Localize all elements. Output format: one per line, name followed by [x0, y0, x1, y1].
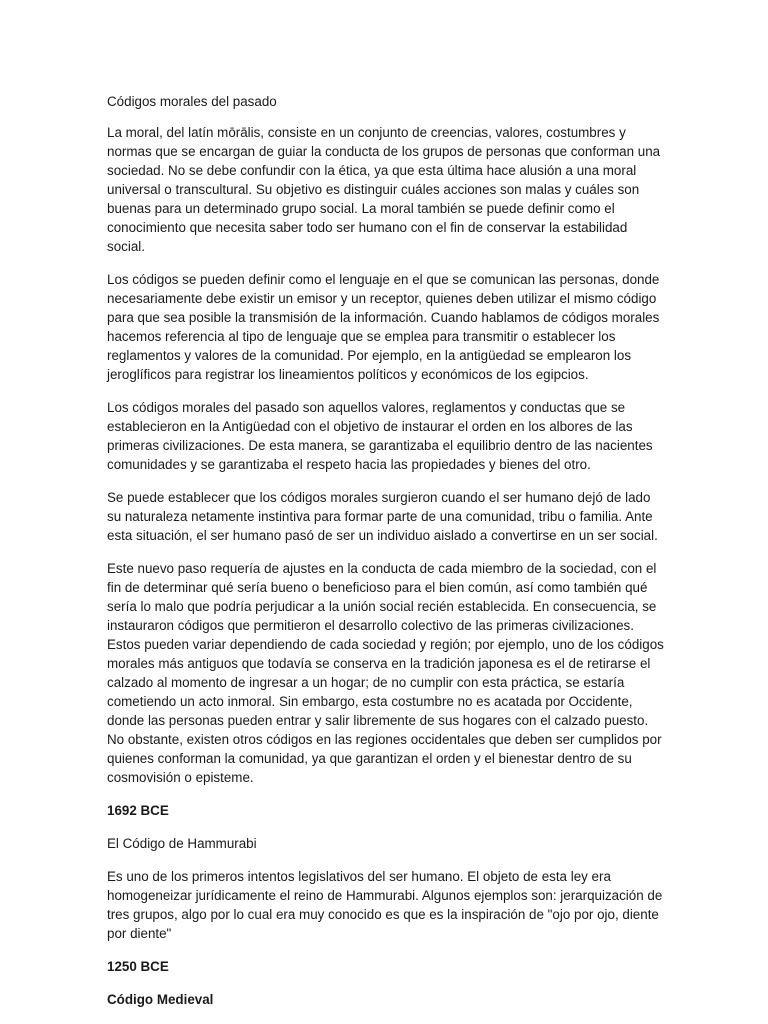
- section-title-medieval: Código Medieval: [107, 992, 214, 1007]
- paragraph-moral: La moral, del latín mōrālis, consiste en un conjunto de creencias, valores, costumbres y normas que se encargan de guiar la conducta de los grupos de personas que conforman una sociedad. No se debe confundir con la ética, ya que esta última hace alusión a una moral universal o transcultural. Su objetivo es distinguir cuáles acciones son malas y cuáles son buenas para un determinado grupo social. La moral también se puede definir como el conocimiento que necesita saber todo ser humano con el fin de conservar la estabilidad social.: [107, 125, 661, 254]
- document-page: [107, 92, 665, 1023]
- paragraph-surgimiento: Se puede establecer que los códigos morales surgieron cuando el ser humano dejó de lado su naturaleza netamente instintiva para formar parte de una comunidad, tribu o familia. Ante esta situación, el ser humano pasó de ser un individuo aislado a convertirse en un ser social.: [107, 490, 658, 543]
- paragraph-hammurabi: Es uno de los primeros intentos legislativos del ser humano. El objeto de esta ley era homogeneizar jurídicamente el reino de Hammurabi. Algunos ejemplos son: jerarquización de tres grupos, algo por lo cual era muy conocido es que es la inspiración de "ojo por ojo, diente por diente": [107, 869, 663, 941]
- year-heading-1250: 1250 BCE: [107, 959, 169, 974]
- section-title-hammurabi: El Código de Hammurabi: [107, 836, 257, 851]
- year-heading-1692: 1692 BCE: [107, 803, 169, 818]
- paragraph-codigos-morales: Los códigos morales del pasado son aquellos valores, reglamentos y conductas que se establecieron en la Antigüedad con el objetivo de instaurar el orden en los albores de las primeras civilizaciones. De esta manera, se garantizaba el equilibrio dentro de las nacientes comunidades y se garantizaba el respeto hacia las propiedades y bienes del otro.: [107, 400, 653, 472]
- paragraph-codigos: Los códigos se pueden definir como el lenguaje en el que se comunican las personas, donde necesariamente debe existir un emisor y un receptor, quienes deben utilizar el mismo código para que sea posible la transmisión de la información. Cuando hablamos de códigos morales hacemos referencia al tipo de lenguaje que se emplea para transmitir o establecer los reglamentos y valores de la comunidad. Por ejemplo, en la antigüedad se emplearon los jeroglíficos para registrar los lineamientos políticos y económicos de los egipcios.: [107, 272, 660, 382]
- document-title: Códigos morales del pasado: [107, 94, 277, 109]
- paragraph-nuevo-paso: Este nuevo paso requería de ajustes en la conducta de cada miembro de la sociedad, con el fin de determinar qué sería bueno o beneficioso para el bien común, así como también qué sería lo malo que podría perjudicar a la unión social recién establecida. En consecuencia, se instauraron códigos que permitieron el desarrollo colectivo de las primeras civilizaciones. Estos pueden variar dependiendo de cada sociedad y región; por ejemplo, uno de los códigos morales más antiguos que todavía se conserva en la tradición japonesa es el de retirarse el calzado al momento de ingresar a un hogar; de no cumplir con esta práctica, se estaría cometiendo un acto inmoral. Sin embargo, esta costumbre no es acatada por Occidente, donde las personas pueden entrar y salir libremente de sus hogares con el calzado puesto. No obstante, existen otros códigos en las regiones occidentales que deben ser cumplidos por quienes conforman la comunidad, ya que garantizan el orden y el bienestar dentro de su cosmovisión o episteme.: [107, 561, 664, 785]
